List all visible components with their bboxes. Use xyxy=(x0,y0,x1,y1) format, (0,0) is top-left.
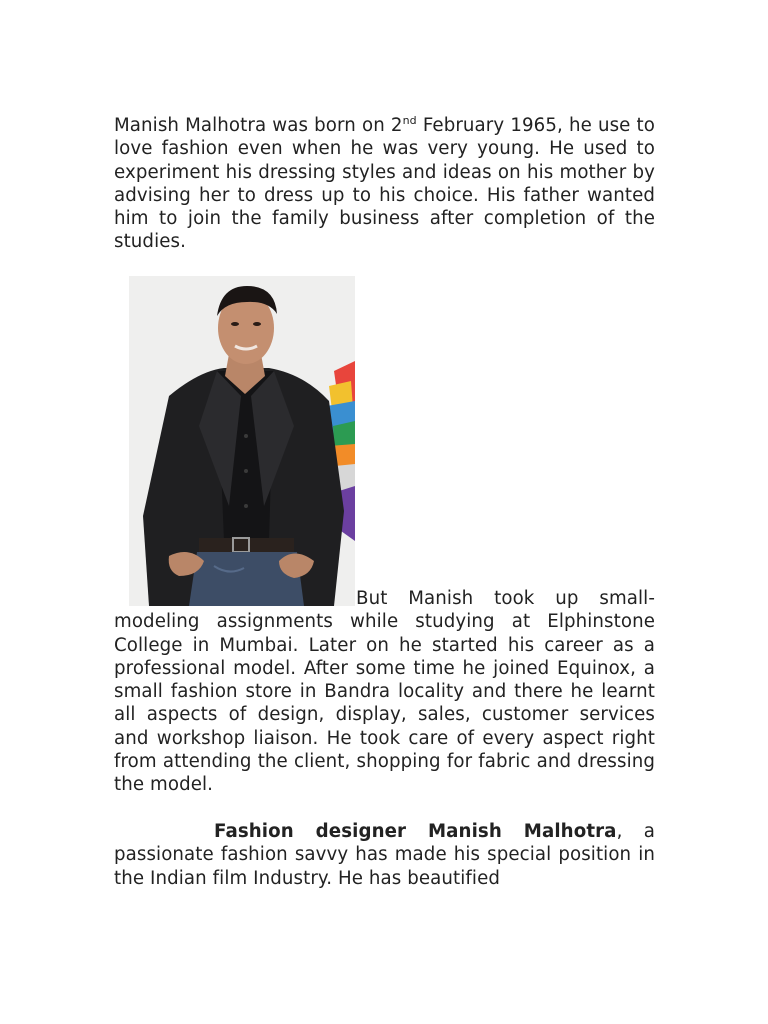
portrait-photo xyxy=(129,276,355,606)
paragraph-career-text: But Manish took up small-modeling assignments while studying at Elphinstone College in Mumbai. Later on he started his career as a professional model. After some time he joined Equinox, a small fashion store in Bandra locality and there he learnt all aspects of design, display, sales, customer services and workshop liaison. He took care of every aspect right from attending the client, shopping for fabric and dressing the model. xyxy=(114,588,655,796)
designer-name-bold: Fashion designer Manish Malhotra xyxy=(214,821,617,842)
paragraph-designer-text: , a passionate fashion savvy has made his special position in the Indian film Industry. He has beautified xyxy=(114,821,655,889)
paragraph-career xyxy=(114,587,655,797)
photo-wrap-spacer xyxy=(114,587,356,588)
paragraph-birth xyxy=(114,114,655,254)
ordinal-superscript: nd xyxy=(402,114,417,127)
portrait-illustration xyxy=(129,276,355,606)
paragraph-birth-text-rest: February 1965, he use to love fashion even when he was very young. He used to experiment his dressing styles and ideas on his mother by advising her to dress up to his choice. His father wanted him to join the family business after completion of the studies. xyxy=(114,115,655,253)
paragraph-designer xyxy=(114,820,655,890)
paragraph-birth-text-start: Manish Malhotra was born on 2 xyxy=(114,115,403,136)
